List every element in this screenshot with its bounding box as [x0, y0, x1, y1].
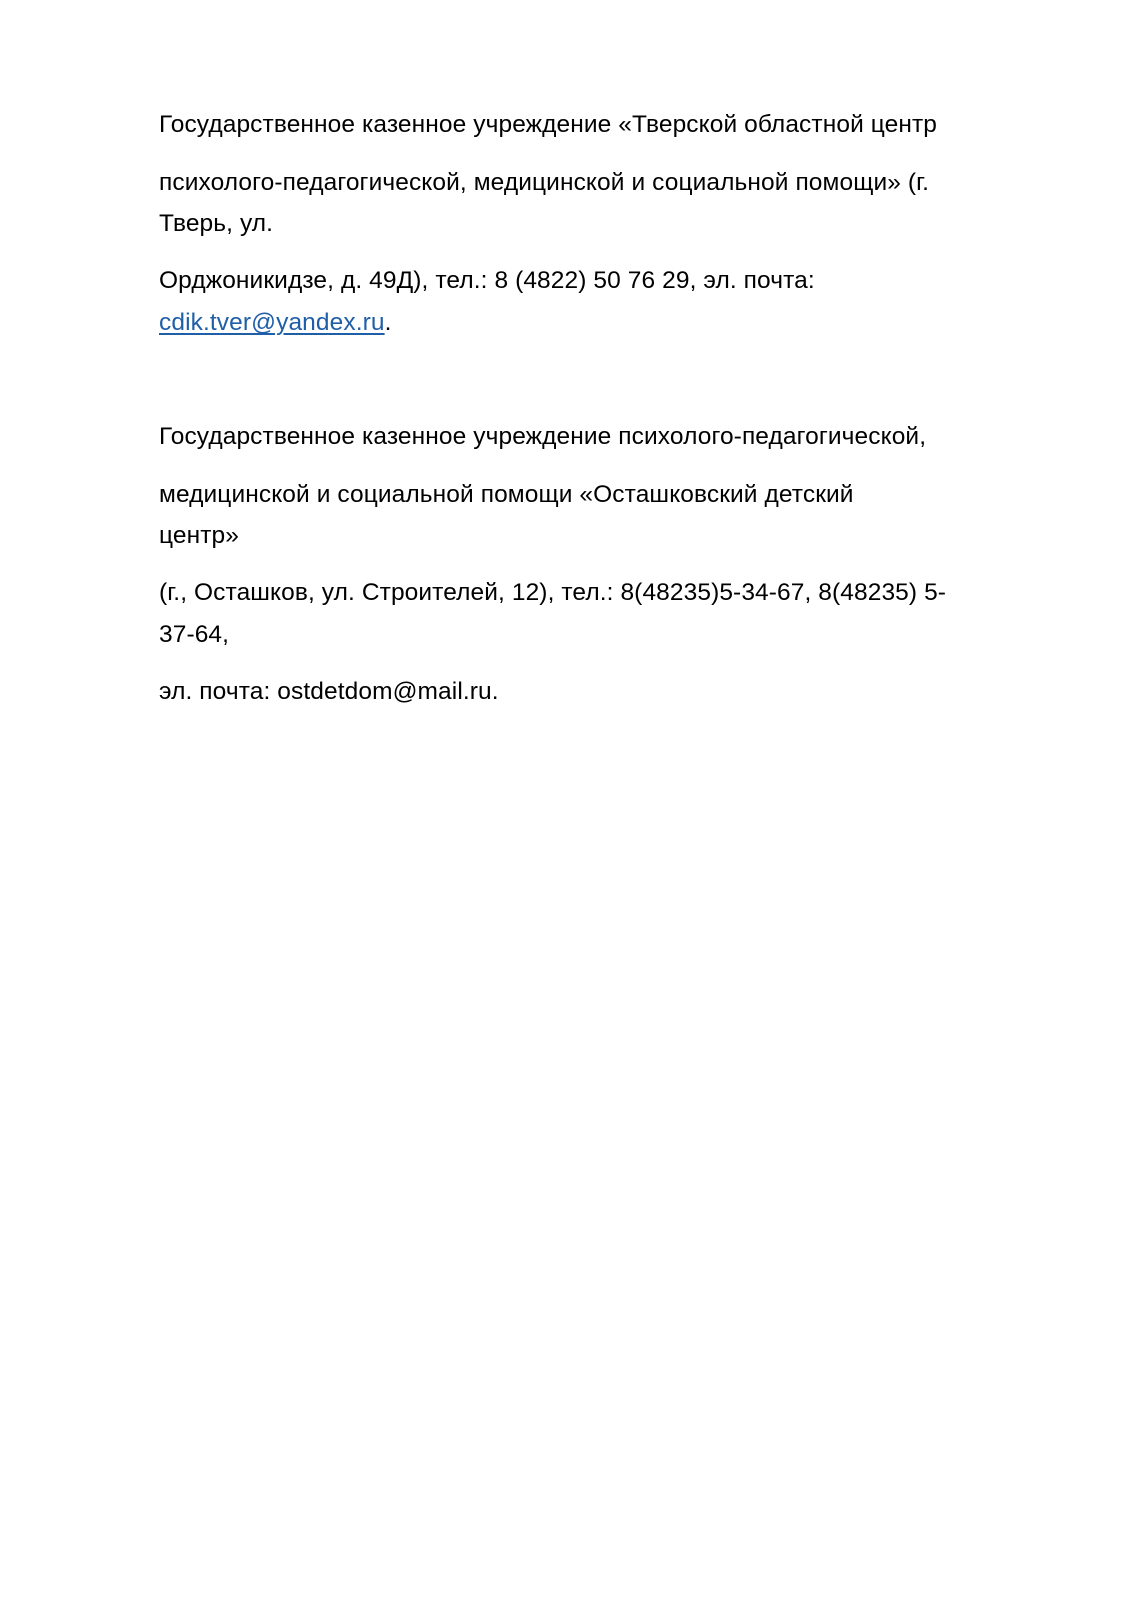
entry-line: 37-64,: [159, 621, 230, 648]
entry-line: Тверь, ул.: [159, 210, 274, 237]
email-link[interactable]: cdik.tver@yandex.ru: [159, 309, 385, 336]
entry-line: центр»: [159, 522, 239, 549]
entry-line: Государственное казенное учреждение психолого-педагогической,: [159, 423, 927, 450]
entry-line: психолого-педагогической, медицинской и социальной помощи» (г.: [159, 169, 930, 196]
entry-line: Государственное казенное учреждение «Тверской областной центр: [159, 111, 938, 138]
entry-line: Орджоникидзе, д. 49Д), тел.: 8 (4822) 50 76 29, эл. почта:: [159, 267, 815, 294]
email-line: [159, 308, 392, 338]
entry-line: эл. почта: ostdetdom@mail.ru.: [159, 678, 499, 705]
entry-line: (г., Осташков, ул. Строителей, 12), тел.: 8(48235)5-34-67, 8(48235) 5-: [159, 579, 947, 606]
entry-line: медицинской и социальной помощи «Осташковский детский: [159, 481, 854, 508]
email-suffix: .: [384, 309, 392, 336]
